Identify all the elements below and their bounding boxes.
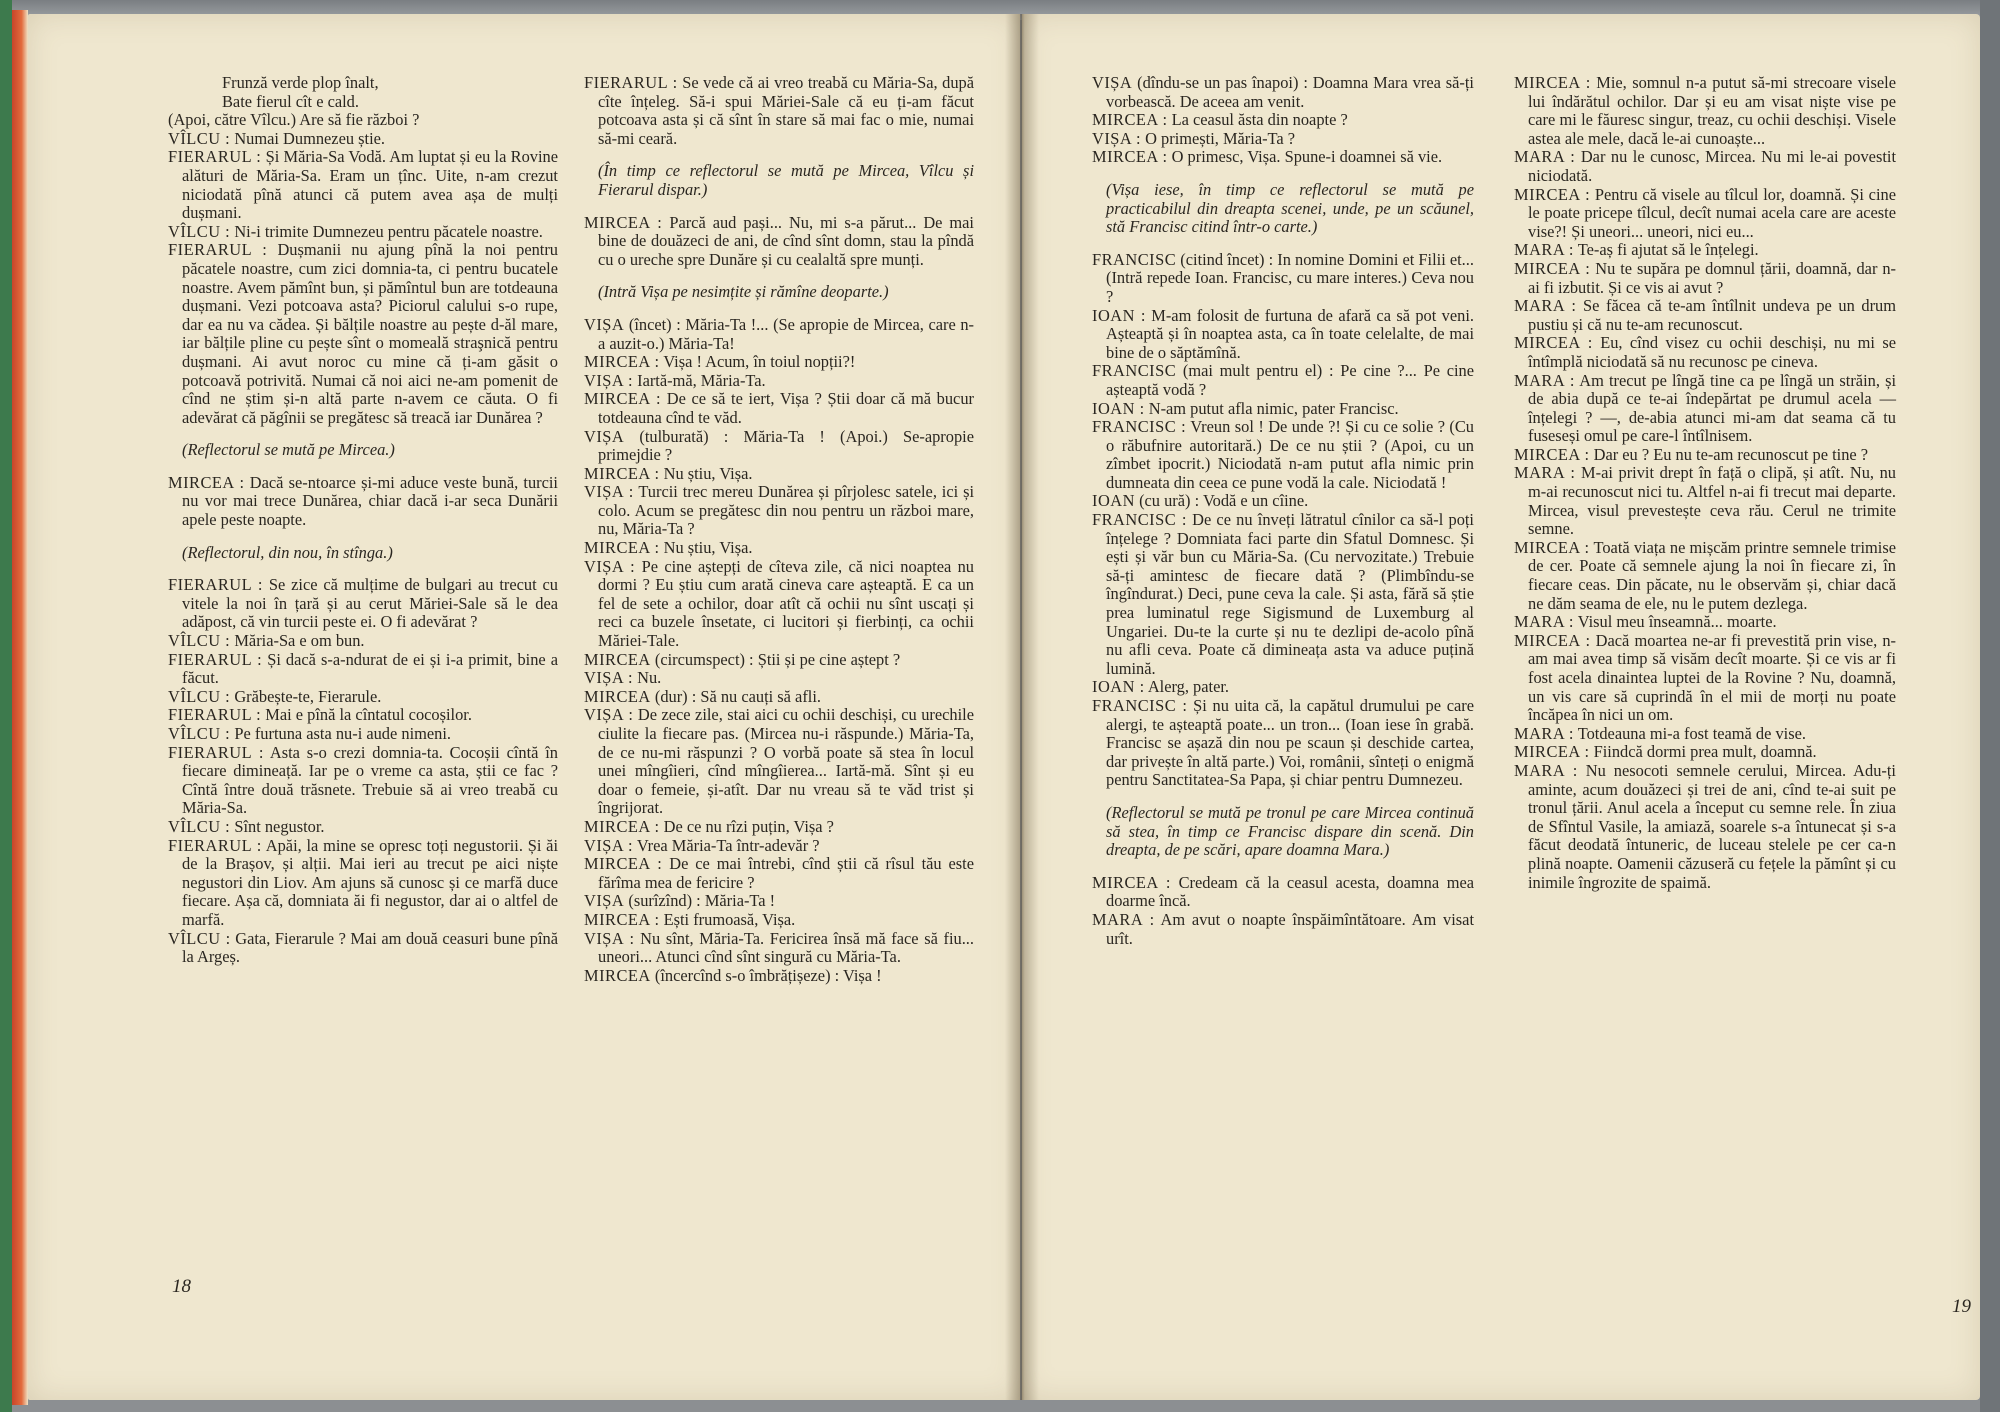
dialogue-text: Eu, cînd visez cu ochii deschiși, nu mi se întîmplă niciodată să nu recunosc pe cineva.: [1528, 333, 1896, 371]
left-page: [28, 14, 1020, 1400]
dialogue-text: (cu ură) : Vodă e un cîine.: [1139, 491, 1309, 511]
speaker-name: MIRCEA :: [1514, 742, 1590, 762]
speaker-name: FRANCISC: [1092, 249, 1177, 269]
dialogue-text: (tulburată) : Măria-Ta ! (Apoi.) Se-apropie primejdie ?: [598, 426, 974, 465]
verse-line: Frunză verde plop înalt,: [222, 73, 379, 92]
speaker-name: MIRCEA: [584, 649, 651, 669]
speaker-name: FIERARUL :: [168, 147, 262, 167]
speaker-name: MIRCEA :: [584, 909, 660, 929]
speaker-name: VÎLCU :: [168, 128, 231, 148]
speaker-name: VIȘA :: [584, 705, 634, 725]
dialogue-text: M-ai privit drept în față o clipă, și atît. Nu, nu m-ai recunoscut nici tu. Altfel n-ai fi trecut mai departe. Mircea, visul prevestește ceva rău. Cerul ne trimite semne.: [1528, 463, 1896, 539]
speaker-name: VÎLCU :: [168, 686, 231, 706]
speaker-name: MIRCEA :: [1092, 872, 1171, 892]
speaker-name: VÎLCU :: [168, 928, 231, 948]
dialogue-text: Alerg, pater.: [1147, 677, 1229, 697]
dialogue-text: Parcă aud pași... Nu, mi s-a părut... De mai bine de douăzeci de ani, de cînd sînt domn, stau la pîndă cu o ureche spre Dunăre și cu cealaltă spre munți.: [598, 212, 974, 269]
dialogue-line: [584, 539, 974, 558]
book-cover-right-edge: [1980, 0, 2000, 1412]
dialogue-line: [1514, 241, 1896, 260]
speaker-name: MIRCEA: [584, 965, 651, 985]
dialogue-text: De ce mai întrebi, cînd știi că rîsul tău este fărîma mea de fericire ?: [598, 854, 974, 892]
speaker-name: VIȘA: [584, 891, 625, 911]
dialogue-line: [1514, 74, 1896, 148]
speaker-name: MIRCEA :: [1514, 444, 1590, 464]
dialogue-text: De ce nu înveți lătratul cînilor ca să-l poți înțelege ? Domniata faci parte din Sfatul Domnesc. Și ești și văr bun cu Măria-Sa. (Cu nervozitate.) Trebuie să-ți amintesc de fiecare dată ? (Plimbîndu-se îngîndurat.) Deci, pune ceva la cale. Și asta, fără să știe prea luminatul rege Sigismund de Luxemburg al Ungariei. Du-te la curte și nu te dezlipi de-acolo pînă nu afli ceva. Poate că dimineața asta va aduce puțină lumină.: [1106, 510, 1474, 678]
dialogue-line: [168, 688, 558, 707]
dialogue-text: Te-aș fi ajutat să le înțelegi.: [1577, 240, 1759, 260]
dialogue-line: [1514, 464, 1896, 538]
page-number: 19: [1952, 1296, 1971, 1317]
dialogue-line: [168, 474, 558, 530]
speaker-name: IOAN :: [1092, 677, 1145, 697]
dialogue-text: Ni-i trimite Dumnezeu pentru păcatele noastre.: [234, 221, 543, 241]
dialogue-text: Dar nu le cunosc, Mircea. Nu mi le-ai povestit niciodată.: [1528, 147, 1896, 185]
dialogue-text: Dar eu ? Eu nu te-am recunoscut pe tine ?: [1593, 444, 1869, 464]
dialogue-line: [1092, 911, 1474, 948]
dialogue-text: Visul meu înseamnă... moarte.: [1577, 612, 1777, 632]
speaker-name: VIȘA: [584, 314, 625, 334]
dialogue-text: De ce nu rîzi puțin, Vișa ?: [663, 816, 834, 836]
dialogue-line: [1092, 307, 1474, 363]
dialogue-text: Credeam că la ceasul acesta, doamna mea doarme încă.: [1106, 872, 1474, 911]
dialogue-line: [584, 651, 974, 670]
dialogue-text: Asta s-o crezi domnia-ta. Cocoșii cîntă în fiecare dimineață. Iar pe o vreme ca asta, știi ce fac ? Cîntă între două trăsnete. Trebuie să ai vreo treabă cu Măria-Sa.: [182, 742, 558, 818]
dialogue-line: [584, 465, 974, 484]
right-page: [1022, 14, 1980, 1400]
dialogue-line: [1092, 418, 1474, 492]
speaker-name: MIRCEA :: [1092, 147, 1168, 167]
dialogue-text: Vrea Măria-Ta într-adevăr ?: [636, 835, 820, 855]
right-page-column-1: [1092, 74, 1474, 948]
speaker-name: MIRCEA :: [1514, 537, 1590, 557]
dialogue-line: [1092, 251, 1474, 307]
dialogue-text: Și dacă s-a-ndurat de ei și i-a primit, bine a făcut.: [182, 649, 558, 688]
speaker-name: FRANCISC :: [1092, 510, 1187, 530]
stage-direction: (Reflectorul, din nou, în stînga.): [182, 542, 393, 562]
speaker-name: MIRCEA :: [1092, 110, 1168, 130]
dialogue-text: Dacă se-ntoarce și-mi aduce veste bună, turcii nu vor mai trece Dunărea, chiar dacă i-ar seca Dunării apele peste noapte.: [182, 472, 558, 530]
dialogue-line: [1092, 874, 1474, 911]
speaker-name: FIERARUL :: [168, 742, 264, 762]
speaker-name: FIERARUL :: [168, 240, 268, 260]
speaker-name: FRANCISC: [1092, 361, 1177, 381]
dialogue-line: [1514, 334, 1896, 371]
right-page-column-2: [1514, 74, 1896, 892]
dialogue-text: Nu știu, Vișa.: [663, 463, 753, 483]
stage-direction: (În timp ce reflectorul se mută pe Mircea, Vîlcu și Fierarul dispar.): [598, 161, 974, 199]
dialogue-line: [1514, 297, 1896, 334]
dialogue-text: (citind încet) : In nomine Domini et Filii et... (Intră repede Ioan. Francisc, cu mare interes.) Ceva nou ?: [1106, 249, 1474, 306]
dialogue-text: (Apoi, către Vîlcu.) Are să fie război ?: [168, 110, 420, 130]
dialogue-line: [584, 818, 974, 837]
dialogue-line: [1514, 186, 1896, 242]
dialogue-line: [168, 725, 558, 744]
dialogue-line: [1092, 400, 1474, 419]
dialogue-line: [1092, 148, 1474, 167]
speaker-name: IOAN: [1092, 491, 1135, 511]
dialogue-text: O primești, Măria-Ta ?: [1145, 128, 1296, 148]
dialogue-line: [584, 669, 974, 688]
dialogue-text: (dîndu-se un pas înapoi) : Doamna Mara vrea să-ți vorbească. De aceea am venit.: [1106, 73, 1474, 111]
speaker-name: MIRCEA :: [168, 472, 245, 492]
speaker-name: IOAN :: [1092, 398, 1145, 418]
dialogue-line: [584, 483, 974, 539]
speaker-name: MIRCEA :: [584, 854, 663, 874]
page-stack-edge: [12, 10, 28, 1405]
speaker-name: MARA :: [1514, 147, 1576, 167]
dialogue-line: [168, 744, 558, 818]
speaker-name: MARA :: [1514, 463, 1576, 483]
dialogue-text: Pe furtuna asta nu-i aude nimeni.: [234, 724, 451, 743]
book-spine-edge: [0, 0, 12, 1412]
dialogue-line: [584, 428, 974, 465]
speaker-name: MARA :: [1092, 909, 1155, 929]
dialogue-line: [584, 558, 974, 651]
dialogue-text: Și Măria-Sa Vodă. Am luptat și eu la Rovine alături de Măria-Sa. Eram un țînc. Uite, n-am crezut niciodată pînă atunci că putem avea așa de mulți dușmani.: [182, 147, 558, 223]
dialogue-text: Nu.: [637, 668, 662, 688]
dialogue-line: [584, 892, 974, 911]
dialogue-line: [168, 241, 558, 427]
dialogue-line: [1092, 697, 1474, 790]
dialogue-text: O primesc, Vișa. Spune-i doamnei să vie.: [1171, 147, 1443, 167]
speaker-name: MARA :: [1514, 723, 1574, 743]
dialogue-line: [1092, 492, 1474, 511]
dialogue-line: [1514, 613, 1896, 632]
dialogue-line: [1514, 372, 1896, 446]
dialogue-line: [168, 632, 558, 651]
dialogue-line: [1514, 148, 1896, 185]
dialogue-text: (dur) : Să nu cauți să afli.: [654, 686, 821, 706]
speaker-name: MARA :: [1514, 612, 1574, 632]
dialogue-line: [1092, 511, 1474, 678]
speaker-name: FIERARUL :: [168, 705, 262, 725]
speaker-name: VIȘA :: [584, 482, 634, 502]
dialogue-text: La ceasul ăsta din noapte ?: [1171, 110, 1348, 130]
speaker-name: FRANCISC :: [1092, 696, 1188, 715]
dialogue-text: Totdeauna mi-a fost teamă de vise.: [1577, 723, 1806, 743]
dialogue-text: N-am putut afla nimic, pater Francisc.: [1148, 398, 1399, 418]
page-number: 18: [172, 1276, 191, 1297]
dialogue-text: Am trecut pe lîngă tine ca pe lîngă un străin, și de abia după ce te-ai îndepărtat pe drumul acela — înțelegi ? —, de-abia atunci mi-am dat seama că tu fuseseși omul pe care-l întîlnisem.: [1528, 370, 1897, 446]
left-page-column-2: [584, 74, 974, 985]
speaker-name: VIȘA :: [584, 556, 636, 576]
speaker-name: VÎLCU :: [168, 724, 231, 743]
dialogue-text: Nu te supăra pe domnul țării, doamnă, dar n-ai fi izbutit. Și ce vis ai avut ?: [1528, 258, 1896, 297]
dialogue-text: (surîzînd) : Măria-Ta !: [628, 891, 776, 911]
dialogue-line: [584, 967, 974, 986]
dialogue-text: Pe cine aștepți de cîteva zile, că nici noaptea nu dormi ? Eu știu cum arată cineva care așteaptă. E ca un fel de sete a ochilor, doar atît că ochii nu sînt uscați și reci ca buzele însetate, ci lucitori și fierbinți, ca ochii Măriei-Tale.: [598, 556, 974, 651]
dialogue-text: Se făcea că te-am întîlnit undeva pe un drum pustiu și că nu te-am recunoscut.: [1528, 296, 1896, 334]
speaker-name: MIRCEA :: [1514, 73, 1591, 92]
speaker-name: MIRCEA :: [584, 389, 662, 409]
dialogue-line: [584, 74, 974, 148]
dialogue-text: Se vede că ai vreo treabă cu Măria-Sa, după cîte înțeleg. Să-i spui Măriei-Sale că eu ți-am făcut potcoava asta și că sînt în stare să mai fac o mie, numai să-mi ceară.: [598, 73, 974, 148]
dialogue-line: [584, 214, 974, 270]
dialogue-line: [584, 855, 974, 892]
dialogue-text: Sînt negustor.: [234, 816, 325, 836]
dialogue-text: (circumspect) : Știi și pe cine aștept ?: [654, 649, 901, 669]
speaker-name: VÎLCU :: [168, 221, 231, 241]
speaker-name: FRANCISC :: [1092, 417, 1187, 437]
speaker-name: MIRCEA :: [1514, 630, 1591, 650]
stage-direction: (Vișa iese, în timp ce reflectorul se mută pe practicabilul din dreapta scenei, unde, pe un scăunel, stă Francisc citind într-o carte.): [1106, 179, 1474, 237]
dialogue-line: [1514, 632, 1896, 725]
speaker-name: MIRCEA :: [1514, 258, 1591, 278]
dialogue-line: [1514, 743, 1896, 762]
dialogue-text: Turcii trec mereu Dunărea și pîrjolesc satele, ici și colo. Acum se pregătesc din nou pentru un război mare, nu, Măria-Ta ?: [598, 482, 974, 539]
speaker-name: MIRCEA :: [584, 352, 660, 372]
dialogue-line: [1514, 539, 1896, 613]
dialogue-line: [168, 130, 558, 149]
speaker-name: FIERARUL :: [584, 73, 678, 92]
dialogue-line: [168, 818, 558, 837]
dialogue-line: [584, 353, 974, 372]
dialogue-text: Apăi, la mine se opresc toți negustorii. Și ăi de la Brașov, și alții. Mai ieri au trecut pe aici niște negustori din Liov. Am ajuns să cunosc și ce marfă duce fiecare. Așa că, domniata ăi fi negustor, dar ai o altfel de marfă.: [182, 835, 559, 929]
stage-direction: (Reflectorul se mută pe tronul pe care Mircea continuă să stea, în timp ce Francisc dispare din scenă. Din dreapta, de pe scări, apare doamna Mara.): [1106, 802, 1474, 860]
speaker-name: VIȘA :: [584, 835, 633, 855]
verse-line: Bate fierul cît e cald.: [222, 91, 359, 111]
dialogue-text: Măria-Sa e om bun.: [234, 631, 365, 651]
dialogue-line: [168, 651, 558, 688]
dialogue-line: [584, 837, 974, 856]
dialogue-line: [584, 372, 974, 391]
dialogue-line: [1514, 446, 1896, 465]
speaker-name: FIERARUL :: [168, 575, 263, 595]
speaker-name: MIRCEA :: [1514, 184, 1591, 204]
dialogue-text: Se zice că mulțime de bulgari au trecut cu vitele la noi în țară și au cerut Măriei-Sale să le dea adăpost, că vin turcii peste ei. O fi adevărat ?: [182, 575, 558, 632]
dialogue-text: Iartă-mă, Măria-Ta.: [637, 370, 766, 390]
dialogue-line: [1092, 362, 1474, 399]
dialogue-line: [1092, 74, 1474, 111]
speaker-name: MIRCEA :: [1514, 333, 1593, 353]
speaker-name: MIRCEA :: [584, 816, 660, 836]
dialogue-line: [1092, 678, 1474, 697]
dialogue-text: Vreun sol ! De unde ?! Și cu ce solie ? (Cu o răbufnire autoritară.) De ce nu știi ? (Apoi, cu un zîmbet ipocrit.) Niciodată n-am putut afla nimic prin dumneata din ceea ce pune vodă la cale. Niciodată !: [1106, 417, 1474, 492]
speaker-name: MIRCEA :: [584, 463, 660, 483]
speaker-name: MIRCEA: [584, 686, 651, 706]
dialogue-line: [584, 706, 974, 818]
dialogue-line: [584, 316, 974, 353]
dialogue-text: Fiindcă dormi prea mult, doamnă.: [1593, 742, 1817, 762]
dialogue-text: Mai e pînă la cîntatul cocoșilor.: [265, 705, 472, 725]
dialogue-line: [1514, 762, 1896, 892]
dialogue-text: Am avut o noapte înspăimîntătoare. Am visat urît.: [1106, 909, 1475, 948]
stage-direction: (Reflectorul se mută pe Mircea.): [182, 440, 395, 460]
dialogue-text: Mie, somnul n-a putut să-mi strecoare visele lui îndărătul ochilor. Dar și eu am visat niște vise pe care mi le făuresc singur, treaz, cu ochii deschiși. Visele astea ale mele, dacă le-ai cunoaște...: [1528, 73, 1896, 148]
dialogue-text: Nu nesocoti semnele cerului, Mircea. Adu-ți aminte, acum douăzeci și trei de ani, cînd te-ai suit pe tronul țării. Anul acela a început cu semne rele. În ziua de Sfîntul Vasile, la amiază, soarele s-a întunecat și s-a făcut deodată întuneric, de luceau stelele pe cer ca-n plină noapte. Oamenii căzuseră cu fețele la pămînt și cu inimile îngrozite de spaimă.: [1528, 760, 1896, 892]
dialogue-text: Toată viața ne mișcăm printre semnele trimise de cer. Poate că semnele ajung la noi în fiecare zi, în fiecare ceas. Din păcate, nu le observăm și, chiar dacă ne dăm seama de ele, nu le putem dezlega.: [1528, 537, 1896, 613]
dialogue-line: [168, 223, 558, 242]
dialogue-text: Grăbește-te, Fierarule.: [234, 686, 382, 706]
dialogue-text: Nu sînt, Măria-Ta. Fericirea însă mă face să fiu... uneori... Atunci cînd sînt singură cu Măria-Ta.: [598, 928, 974, 967]
speaker-name: MARA :: [1514, 296, 1577, 316]
dialogue-line: [168, 576, 558, 632]
speaker-name: MARA :: [1514, 760, 1578, 780]
dialogue-text: Vișa ! Acum, în toiul nopții?!: [663, 352, 856, 372]
speaker-name: IOAN :: [1092, 305, 1146, 325]
dialogue-line: [584, 688, 974, 707]
dialogue-line: [168, 111, 558, 130]
speaker-name: MARA :: [1514, 240, 1574, 260]
dialogue-line: [584, 930, 974, 967]
dialogue-line: [168, 837, 558, 930]
dialogue-text: Pentru că visele au tîlcul lor, doamnă. Și cine le poate pricepe tîlcul, decît numai acela care are aceste vise?! Și uneori... uneori, nici eu...: [1528, 184, 1896, 241]
dialogue-line: [168, 930, 558, 967]
stage-direction: (Intră Vișa pe nesimțite și rămîne deoparte.): [598, 282, 889, 302]
dialogue-line: [584, 911, 974, 930]
dialogue-text: (încercînd s-o îmbrățișeze) : Vișa !: [654, 965, 882, 985]
dialogue-line: [168, 706, 558, 725]
dialogue-text: Gata, Fierarule ? Mai am două ceasuri bune pînă la Argeș.: [182, 928, 558, 967]
dialogue-text: De ce să te iert, Vișa ? Știi doar că mă bucur totdeauna cînd te văd.: [598, 389, 974, 427]
dialogue-line: [1092, 130, 1474, 149]
speaker-name: VIȘA: [1092, 73, 1133, 92]
speaker-name: MIRCEA :: [584, 538, 660, 558]
dialogue-line: [1514, 725, 1896, 744]
dialogue-line: [168, 148, 558, 222]
speaker-name: VIȘA: [584, 426, 625, 446]
dialogue-text: (încet) : Măria-Ta !... (Se apropie de Mircea, care n-a auzit-o.) Măria-Ta!: [598, 314, 974, 353]
speaker-name: VIȘA :: [1092, 128, 1141, 148]
dialogue-text: Ești frumoasă, Vișa.: [663, 909, 796, 929]
speaker-name: MARA :: [1514, 370, 1575, 390]
dialogue-text: Nu știu, Vișa.: [663, 538, 753, 558]
dialogue-text: Numai Dumnezeu știe.: [234, 128, 386, 148]
dialogue-text: (mai mult pentru el) : Pe cine ?... Pe cine așteaptă vodă ?: [1106, 361, 1474, 399]
dialogue-line: [584, 390, 974, 427]
dialogue-line: [1092, 111, 1474, 130]
speaker-name: MIRCEA :: [584, 212, 663, 232]
dialogue-text: De zece zile, stai aici cu ochii deschiși, cu urechile ciulite la fiecare pas. (Mircea nu-i răspunde.) Măria-Ta, de ce nu-mi răspunzi ? O vorbă poate să stea în locul unei mîngîieri, cînd mîngîierea... Iartă-mă. Sînt și eu doar o femeie, și-atît. Dar nu vreau să te văd trist și îngrijorat.: [598, 705, 974, 818]
speaker-name: VIȘA :: [584, 928, 635, 948]
dialogue-text: Dușmanii nu ajung pînă la noi pentru păcatele noastre, cum zici domnia-ta, ci pentru bucatele noastre. Avem pămînt bun, și pămîntul bun are totdeauna dușmani. Vezi potcoava asta? Piciorul calului s-o rupe, dar ea nu va cădea. Și bălțile noastre au pește d-ăl mare, iar bălțile pline cu pește sînt o momeală straşnică pentru dușmani. Ai avut noroc cu mine că ți-am găsit o potcoavă potrivită. Numai că noi aici ne-am pomenit de cînd ne știm și-n altă parte n-avem ce căuta. O fi adevărat că păgînii se pregătesc să treacă iar Dunărea ?: [182, 240, 558, 427]
speaker-name: VÎLCU :: [168, 816, 231, 836]
dialogue-text: Dacă moartea ne-ar fi prevestită prin vise, n-am mai avea timp să visăm decît moarte. Și ce vis ar fi fost acela dinaintea luptei de la Rovine ? Nu, doamnă, un vis care să cuprindă în el mii de morți nu poate încăpea în nici un om.: [1528, 630, 1896, 725]
dialogue-line: [1514, 260, 1896, 297]
speaker-name: VIȘA :: [584, 668, 633, 688]
speaker-name: VIȘA :: [584, 370, 633, 390]
speaker-name: FIERARUL :: [168, 649, 263, 669]
speaker-name: FIERARUL :: [168, 835, 262, 855]
left-page-column-1: [168, 74, 558, 967]
book-gutter: [1005, 14, 1039, 1400]
dialogue-text: M-am folosit de furtuna de afară ca să pot veni. Așteaptă și în noaptea asta, ca în toate celelalte, de mai bine de o săptămînă.: [1106, 305, 1474, 362]
dialogue-text: Și nu uita că, la capătul drumului pe care alergi, te așteaptă poate... un tron... (Ioan iese în grabă. Francisc se așază din nou pe scaun și deschide cartea, dar privește în altă parte.) Voi, românii, sînteți o enigmă pentru Sanctitatea-Sa Papa, și chiar pentru Dumnezeu.: [1106, 696, 1474, 790]
speaker-name: VÎLCU :: [168, 631, 231, 651]
